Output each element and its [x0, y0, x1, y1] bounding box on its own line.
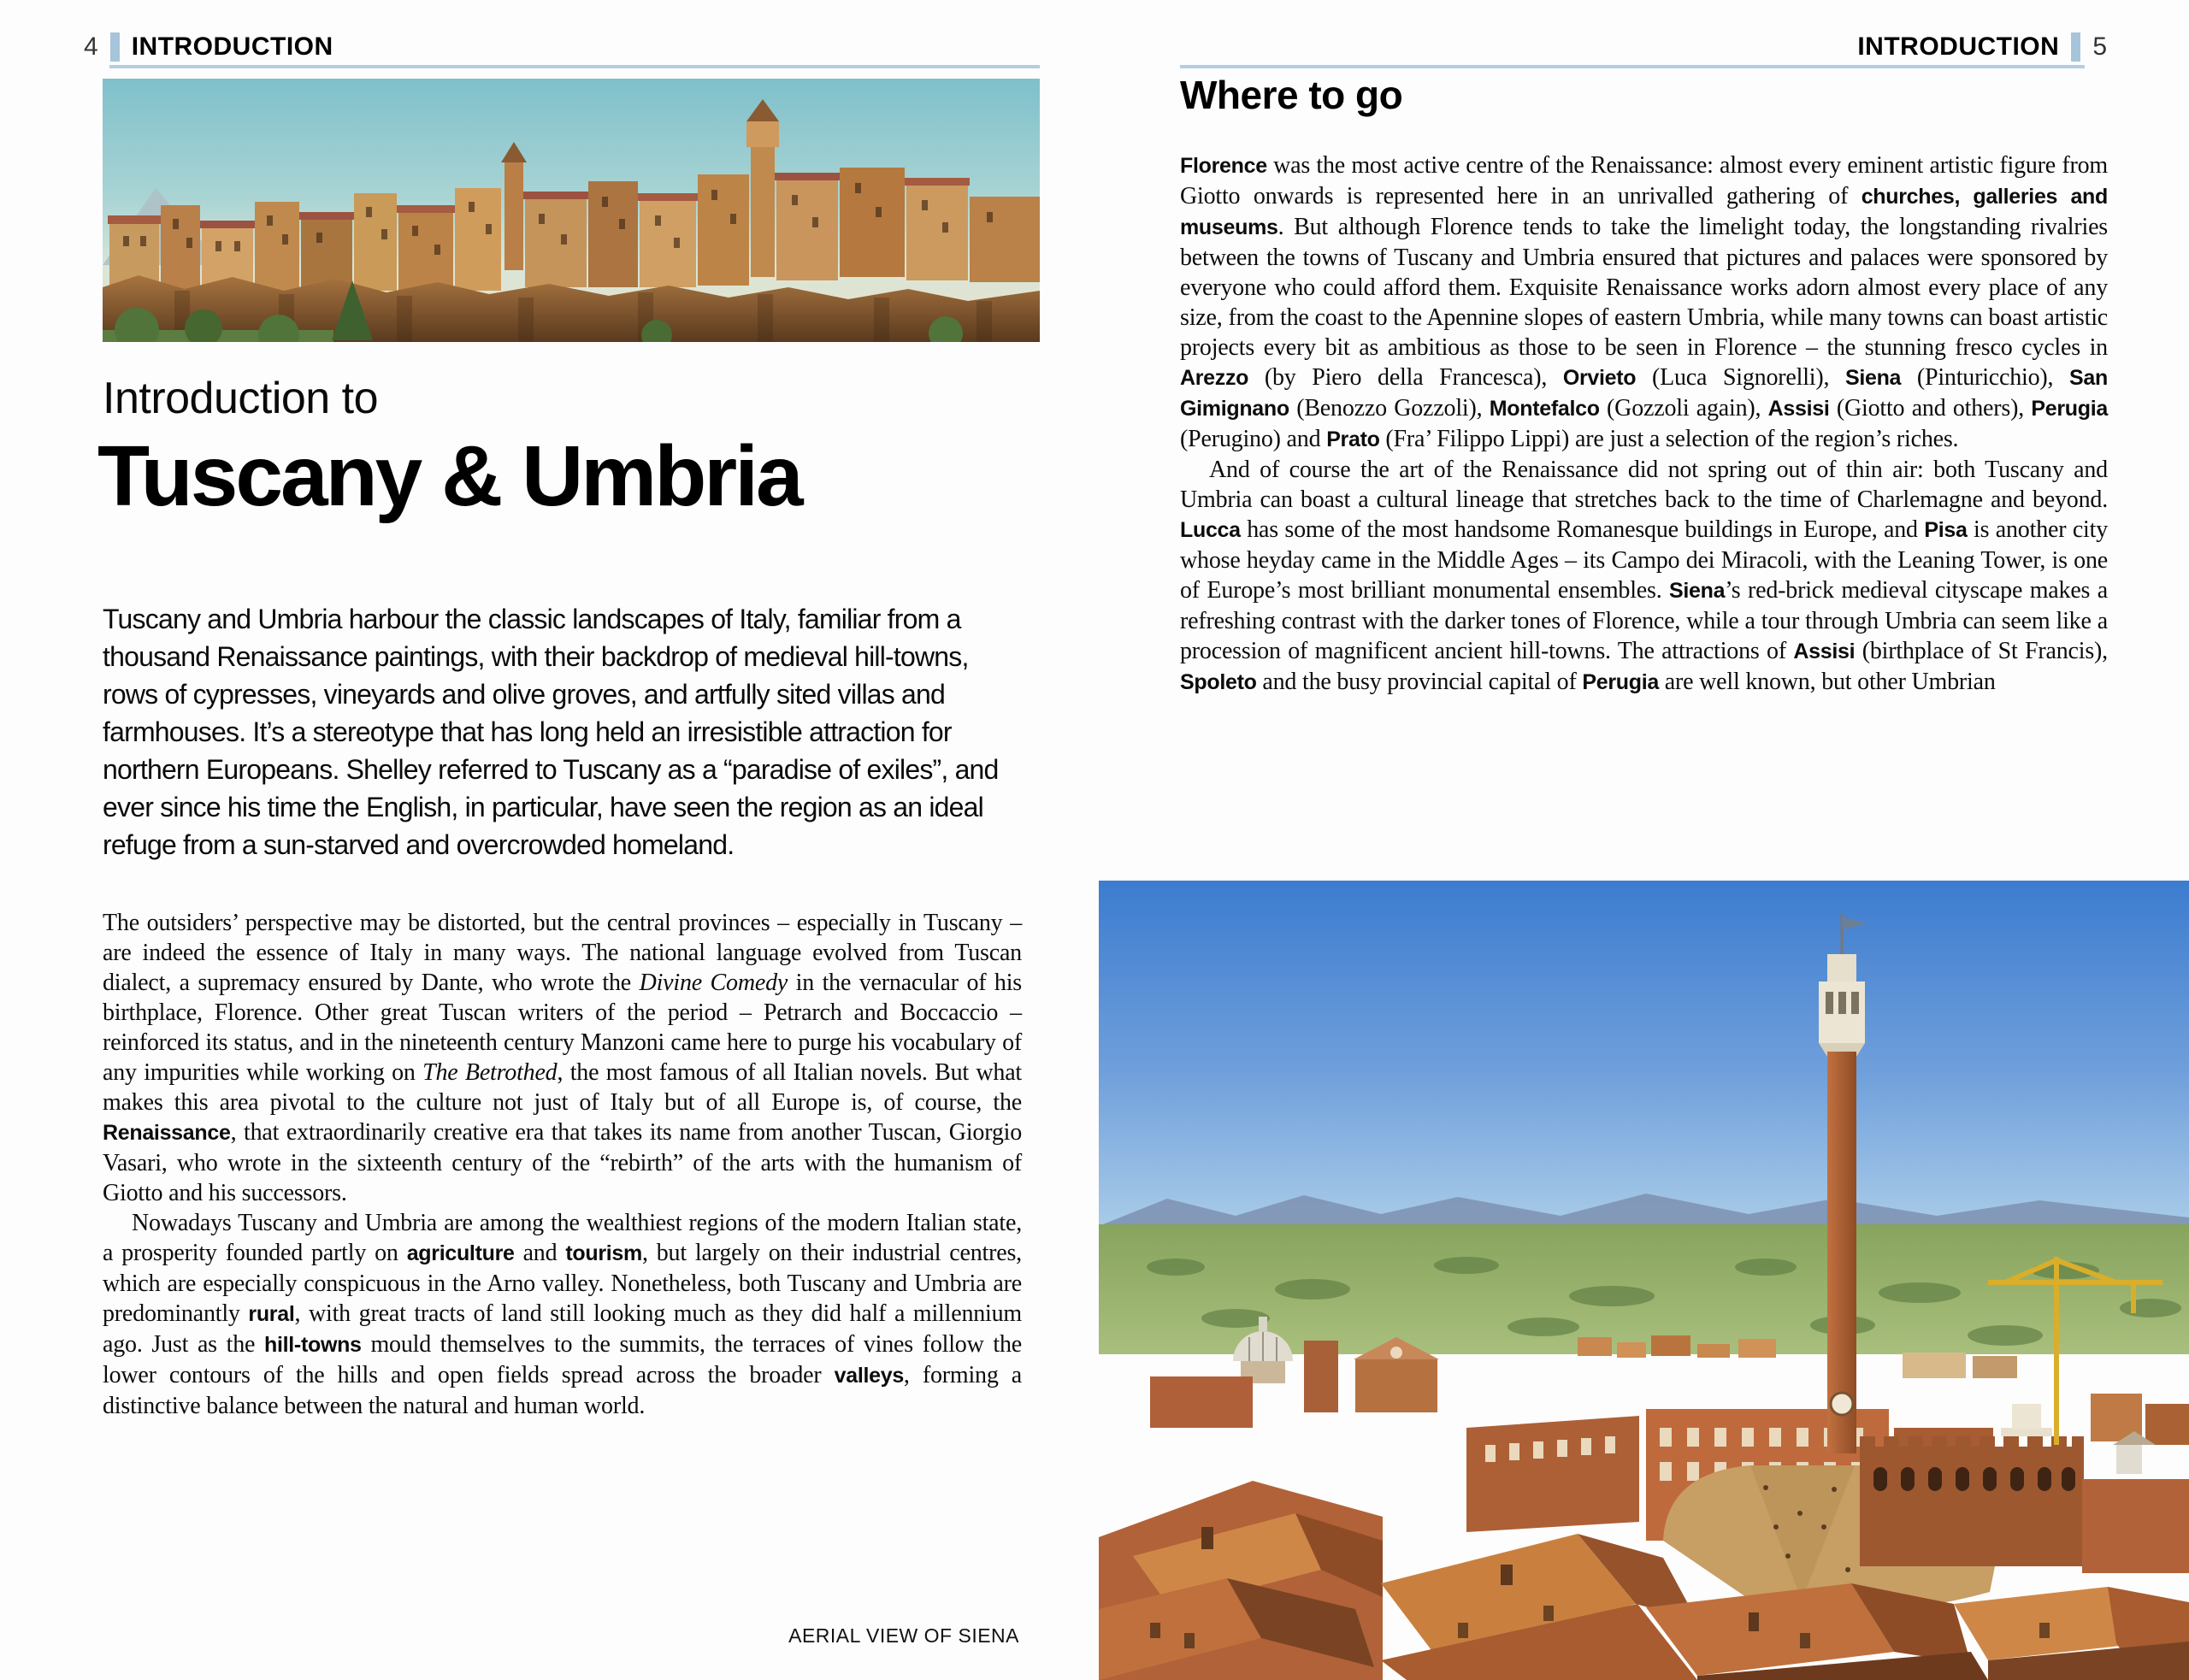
text-run: , the most famous of all Italian novels. But what makes this area pivotal to the culture not just of Italy but of all Europe is, of course, the — [103, 1059, 1023, 1116]
text-run: (Perugino) and — [1180, 426, 1327, 452]
text-run: Prato — [1326, 427, 1380, 451]
text-run: Arezzo — [1180, 366, 1249, 390]
text-run: Assisi — [1793, 640, 1856, 663]
siena-aerial-photo — [1099, 881, 2189, 1680]
text-run: and — [514, 1240, 566, 1266]
left-body-text — [103, 908, 1022, 1421]
text-run: Siena — [1669, 579, 1726, 603]
running-head-label-right: INTRODUCTION — [1857, 32, 2060, 61]
text-run: hill-towns — [264, 1333, 362, 1357]
text-run: (Gozzoli again), — [1599, 395, 1768, 421]
text-run: The Betrothed — [422, 1059, 558, 1086]
text-run: The outsiders’ perspective may be distorted, but the central provinces – especially in Tuscany – are indeed the essence of Italy in many ways. The national language evolved from Tuscan dialect, a supremacy ensured by Dante, who wrote the — [103, 910, 1022, 996]
text-run: Siena — [1844, 366, 1902, 390]
text-run: Orvieto — [1562, 366, 1637, 390]
text-run: is another city whose heyday came in the Middle Ages – its Campo dei Miracoli, with the Leaning Tower, is one of Europe’s most brilliant monumental ensembles. — [1180, 516, 2109, 604]
text-run: , with great tracts of land still looking much as they did half a millennium ago. Just as the — [103, 1300, 1023, 1358]
page-number-left: 4 — [84, 32, 98, 61]
text-run: in the vernacular of his birthplace, Florence. Other great Tuscan writers of the period – Petrarch and Boccaccio – reinforced its status, and in the nineteenth century Manzoni came here to purge his vocabulary of any impurities while working on — [103, 970, 1022, 1086]
photo2-sky — [1099, 881, 2189, 1226]
text-run: (birthplace of St Francis), — [1855, 638, 2108, 664]
page-title: Tuscany & Umbria — [97, 428, 801, 524]
text-run: ’s red-brick medieval cityscape makes a refreshing contrast with the darker tones of Florence, while a tour through Umbria can seem like a procession of magnificent ancient hill-towns. The attractions of — [1180, 577, 2108, 664]
page-number-right: 5 — [2092, 32, 2107, 61]
left-paragraph-1 — [103, 908, 1022, 1208]
right-paragraph-1 — [1180, 150, 2108, 455]
running-head-right — [1857, 32, 2107, 62]
text-run: (Benozzo Gozzoli), — [1289, 395, 1490, 421]
text-run: has some of the most handsome Romanesque buildings in Europe, and — [1240, 516, 1925, 543]
text-run: And of course the art of the Renaissance did not spring out of thin air: both Tuscany and Umbria can boast a cultural lineage that stretches back to the time of Charlemagne and beyond. — [1180, 457, 2108, 513]
text-run: valleys — [834, 1364, 904, 1388]
text-run: are well known, but other Umbrian — [1658, 669, 1996, 695]
text-run: Assisi — [1767, 397, 1830, 421]
photo2-right-blocks — [2082, 1394, 2189, 1573]
photo-caption: AERIAL VIEW OF SIENA — [788, 1624, 1019, 1647]
text-run: tourism — [565, 1241, 642, 1265]
text-run: Nowadays Tuscany and Umbria are among the wealthiest regions of the modern Italian state, a prosperity founded partly on — [103, 1210, 1022, 1266]
pitigliano-photo-illustration — [103, 79, 1040, 342]
text-run: Spoleto — [1180, 670, 1257, 694]
text-run: , but largely on their industrial centres, which are especially conspicuous in the Arno valley. Nonetheless, both Tuscany and Umbria are predominantly — [103, 1240, 1022, 1327]
header-rule-left — [109, 65, 1040, 68]
text-run: Florence — [1180, 154, 1267, 178]
right-paragraph-2 — [1180, 455, 2108, 698]
pitigliano-hilltown-photo — [103, 79, 1040, 342]
text-run: agriculture — [406, 1241, 515, 1265]
running-head-left — [84, 32, 333, 62]
text-run: (Fra’ Filippo Lippi) are just a selection of the region’s riches. — [1379, 426, 1959, 452]
text-run: and the busy provincial capital of — [1256, 669, 1583, 695]
siena-photo-illustration — [1099, 881, 2189, 1680]
text-run: mould themselves to the summits, the terraces of vines follow the lower contours of the hills and open fields spread across the broader — [103, 1331, 1022, 1388]
intro-kicker: Introduction to — [103, 374, 379, 423]
text-run: Montefalco — [1489, 397, 1600, 421]
text-run: (Pinturicchio), — [1901, 364, 2070, 391]
running-head-label-left: INTRODUCTION — [131, 32, 333, 61]
lead-paragraph: Tuscany and Umbria harbour the classic landscapes of Italy, familiar from a thousand Renaissance paintings, with their backdrop of medieval hill-towns, rows of cypresses, vineyards and olive groves, and artfully sited villas and farmhouses. It’s a stereotype that has long held an irresistible attraction for northern Europeans. Shelley referred to Tuscany as a “paradise of exiles”, and ever since his time the English, in particular, have seen the region as an ideal refuge from a sun-starved and overcrowded homeland. — [103, 604, 999, 860]
text-run: Perugia — [1582, 670, 1659, 694]
text-run: San Gimignano — [1180, 366, 2108, 421]
text-run: Perugia — [2031, 397, 2108, 421]
header-rule-right — [1180, 65, 2085, 68]
text-run: . But although Florence tends to take the limelight today, the longstanding rivalries between the towns of Tuscany and Umbria ensured that pictures and palaces were sponsored by everyone who could afford them. Exquisite Renaissance works adorn almost every place of any size, from the coast to the Apennine slopes of eastern Umbria, while many towns can boast artistic projects every bit as ambitious as those to be seen in Florence – the stunning fresco cycles in — [1180, 214, 2108, 361]
text-run: (Giotto and others), — [1829, 395, 2032, 421]
text-run: , that extraordinarily creative era that takes its name from another Tuscan, Giorgio Vasari, who wrote in the sixteenth century of the “rebirth” of the arts with the humanism of Giotto and his successors. — [103, 1119, 1022, 1206]
text-run: was the most active centre of the Renaissance: almost every eminent artistic figure from Giotto onwards is represented here in an unrivalled gathering of — [1180, 152, 2108, 209]
text-run: churches, galleries and museums — [1180, 185, 2108, 239]
header-accent-bar-right — [2071, 32, 2080, 62]
text-run: rural — [248, 1302, 295, 1326]
text-run: , forming a distinctive balance between the natural and human world. — [103, 1362, 1022, 1419]
text-run: Pisa — [1924, 518, 1968, 542]
text-run: (by Piero della Francesca), — [1248, 364, 1563, 391]
section-heading: Where to go — [1180, 73, 1403, 117]
header-accent-bar-left — [110, 32, 120, 62]
text-run: (Luca Signorelli), — [1636, 364, 1845, 391]
right-body-text — [1180, 150, 2108, 698]
left-paragraph-2 — [103, 1208, 1022, 1421]
text-run: Lucca — [1180, 518, 1241, 542]
text-run: Renaissance — [103, 1121, 231, 1145]
text-run: Divine Comedy — [639, 970, 788, 996]
